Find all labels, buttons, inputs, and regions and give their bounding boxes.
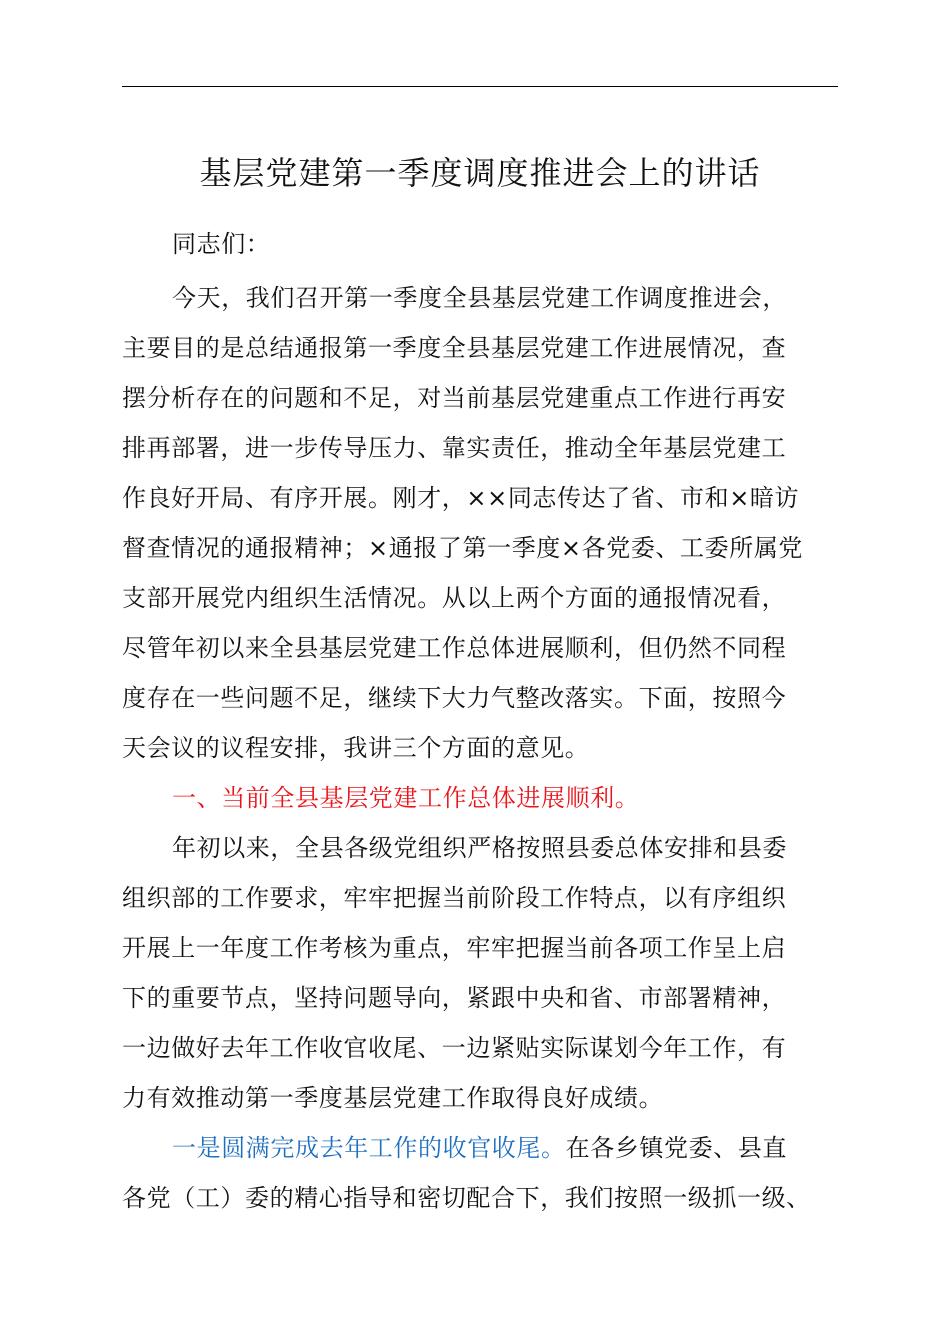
paragraph-line: 督查情况的通报精神；×通报了第一季度×各党委、工委所属党 [122,534,804,562]
section-heading: 一、当前全县基层党建工作总体进展顺利。 [172,784,640,812]
paragraph-line: 支部开展党内组织生活情况。从以上两个方面的通报情况看， [122,584,787,612]
paragraph-line: 一边做好去年工作收官收尾、一边紧贴实际谋划今年工作，有 [122,1034,787,1062]
paragraph-line: 开展上一年度工作考核为重点，牢牢把握当前各项工作呈上启 [122,934,787,962]
document-title: 基层党建第一季度调度推进会上的讲话 [199,154,761,192]
paragraph-line: 下的重要节点，坚持问题导向，紧跟中央和省、市部署精神， [122,984,787,1012]
paragraph-line: 摆分析存在的问题和不足，对当前基层党建重点工作进行再安 [122,384,787,412]
paragraph-line: 排再部署，进一步传导压力、靠实责任，推动全年基层党建工 [122,434,787,462]
paragraph-line: 力有效推动第一季度基层党建工作取得良好成绩。 [122,1084,664,1112]
paragraph-line: 年初以来，全县各级党组织严格按照县委总体安排和县委 [172,834,787,862]
paragraph-line: 作良好开局、有序开展。刚才，××同志传达了省、市和×暗访 [122,484,800,512]
header-rule [122,86,838,87]
paragraph-line: 主要目的是总结通报第一季度全县基层党建工作进展情况，查 [122,334,787,362]
paragraph-line: 尽管年初以来全县基层党建工作总体进展顺利，但仍然不同程 [122,634,787,662]
paragraph-line: 各党（工）委的精心指导和密切配合下，我们按照一级抓一级、 [122,1184,811,1212]
salutation: 同志们： [172,230,271,258]
paragraph-line: 天会议的议程安排，我讲三个方面的意见。 [122,734,590,762]
paragraph-line: 今天，我们召开第一季度全县基层党建工作调度推进会， [172,284,787,312]
subpoint-heading: 一是圆满完成去年工作的收官收尾。 [172,1134,566,1162]
paragraph-line: 组织部的工作要求，牢牢把握当前阶段工作特点，以有序组织 [122,884,787,912]
subpoint-text: 在各乡镇党委、县直 [565,1134,788,1162]
subpoint-line [172,1130,838,1166]
paragraph-line: 度存在一些问题不足，继续下大力气整改落实。下面，按照今 [122,684,787,712]
